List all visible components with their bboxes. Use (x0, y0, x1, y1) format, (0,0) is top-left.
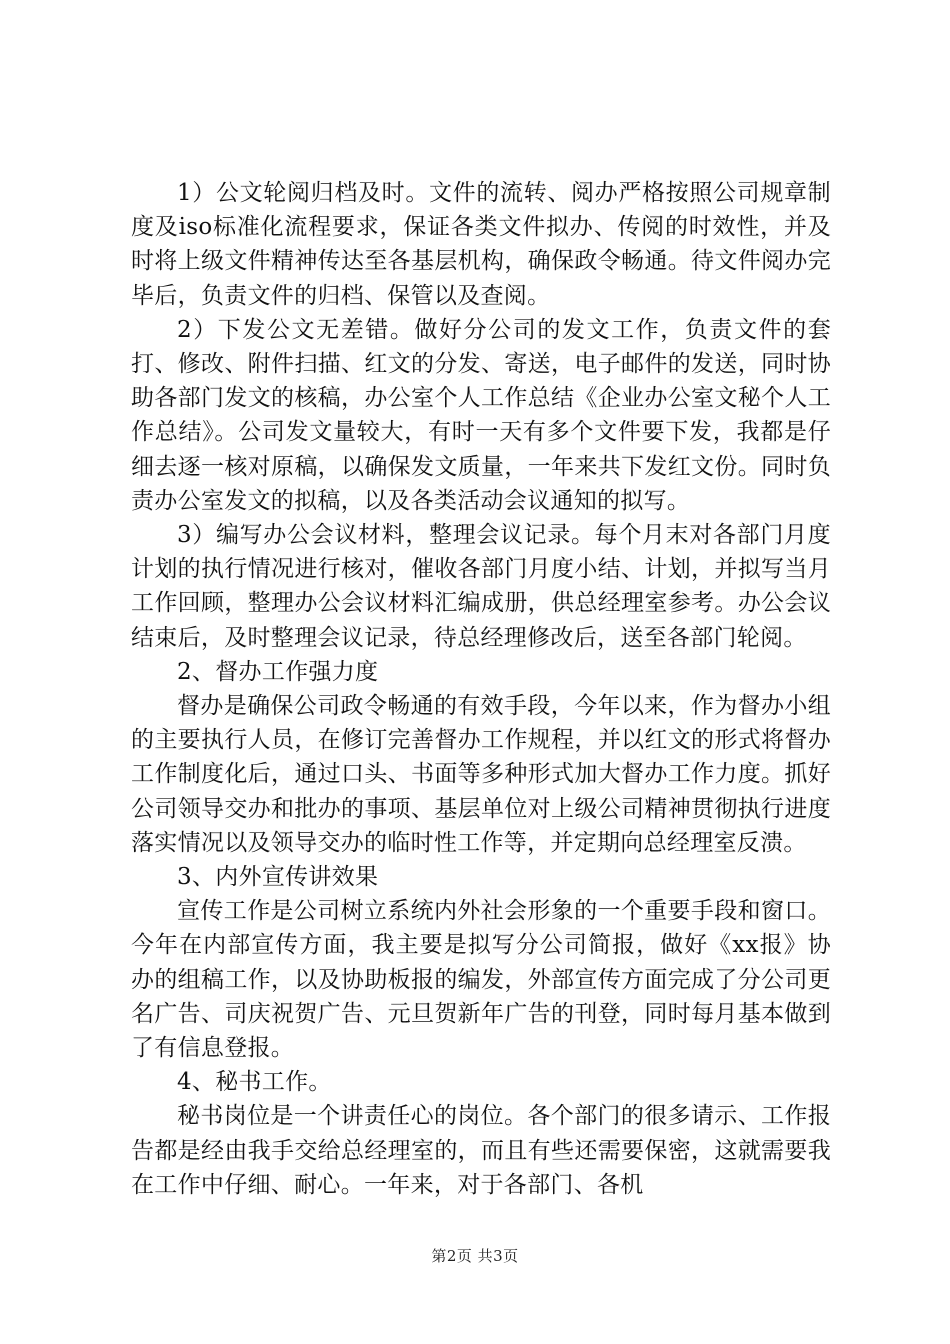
document-body (131, 176, 831, 1202)
paragraph-supervision: 督办是确保公司政令畅通的有效手段，今年以来，作为督办小组的主要执行人员，在修订完善督办工作规程，并以红文的形式将督办工作制度化后，通过口头、书面等多种形式加大督办工作力度。抓好公司领导交办和批办的事项、基层单位对上级公司精神贯彻执行进度落实情况以及领导交办的临时性工作等，并定期向总经理室反溃。 (131, 693, 831, 856)
section-heading-secretary: 4、秘书工作。 (177, 1069, 332, 1096)
paragraph-publicity: 宣传工作是公司树立系统内外社会形象的一个重要手段和窗口。今年在内部宣传方面，我主要是拟写分公司简报，做好《xx报》协办的组稿工作，以及协助板报的编发，外部宣传方面完成了分公司更名广告、司庆祝贺广告、元旦贺新年广告的刊登，同时每月基本做到了有信息登报。 (131, 898, 831, 1062)
paragraph-secretary: 秘书岗位是一个讲责任心的岗位。各个部门的很多请示、工作报告都是经由我手交给总经理室的，而且有些还需要保密，这就需要我在工作中仔细、耐心。一年来，对于各部门、各机 (131, 1103, 831, 1198)
paragraph-archiving: 1）公文轮阅归档及时。文件的流转、阅办严格按照公司规章制度及iso标准化流程要求，保证各类文件拟办、传阅的时效性，并及时将上级文件精神传达至各基层机构，确保政令畅通。待文件阅办完毕后，负责文件的归档、保管以及查阅。 (131, 180, 831, 309)
paragraph-meeting-materials: 3）编写办公会议材料，整理会议记录。每个月末对各部门月度计划的执行情况进行核对，催收各部门月度小结、计划，并拟写当月工作回顾，整理办公会议材料汇编成册，供总经理室参考。办公会议结束后，及时整理会议记录，待总经理修改后，送至各部门轮阅。 (131, 522, 831, 651)
paragraph-dispatch: 2）下发公文无差错。做好分公司的发文工作，负责文件的套打、修改、附件扫描、红文的分发、寄送，电子邮件的发送，同时协助各部门发文的核稿，办公室个人工作总结《企业办公室文秘个人工作总结》。公司发文量较大，有时一天有多个文件要下发，我都是仔细去逐一核对原稿，以确保发文质量，一年来共下发红文份。同时负责办公室发文的拟稿，以及各类活动会议通知的拟写。 (131, 316, 831, 514)
section-heading-supervision: 2、督办工作强力度 (177, 658, 379, 685)
section-heading-publicity: 3、内外宣传讲效果 (177, 864, 379, 891)
page-number-footer: 第2页 共3页 (431, 1247, 519, 1265)
